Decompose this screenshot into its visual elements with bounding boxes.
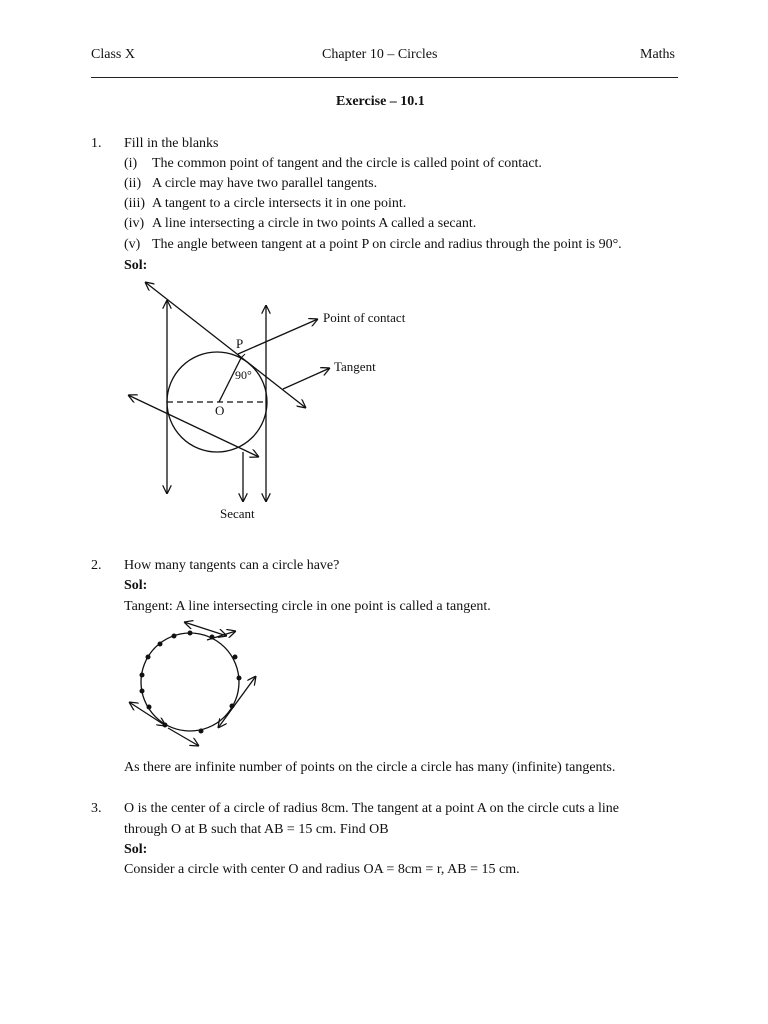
tangent-line — [218, 676, 256, 728]
q3-sol-label: Sol: — [124, 842, 148, 857]
tangent-point — [163, 723, 168, 728]
label-o: O — [215, 403, 225, 418]
header-class: Class X — [91, 47, 135, 62]
q2-number: 2. — [91, 558, 102, 573]
q1-number: 1. — [91, 136, 102, 151]
tangent-point — [199, 729, 204, 734]
tangent-point — [233, 655, 238, 660]
q3-prompt-line1: O is the center of a circle of radius 8cm. The tangent at a point A on the circle cuts a line — [124, 801, 620, 816]
tangent-point — [140, 689, 145, 694]
tangent-point — [158, 642, 163, 647]
q2-prompt: How many tangents can a circle have? — [124, 558, 340, 573]
tangent-point — [172, 634, 177, 639]
tangent-point — [146, 655, 151, 660]
q1-item-marker: (iii) — [124, 196, 145, 211]
label-p: P — [236, 336, 244, 351]
tangent-point — [210, 635, 215, 640]
q1-item-marker: (ii) — [124, 176, 142, 191]
q2-definition: Tangent: A line intersecting circle in one point is called a tangent. — [124, 599, 491, 614]
q3-answer-line1: Consider a circle with center O and radius OA = 8cm = r, AB = 15 cm. — [124, 862, 520, 877]
label-tangent: Tangent — [334, 359, 376, 374]
tangent-point — [230, 704, 235, 709]
q1-item-marker: (iv) — [124, 216, 145, 231]
label-angle: 90° — [235, 368, 252, 382]
q1-item-marker: (v) — [124, 237, 141, 252]
q3-number: 3. — [91, 801, 102, 816]
q1-item-text: A circle may have two parallel tangents. — [152, 176, 378, 191]
q1-item-text: The common point of tangent and the circle is called point of contact. — [152, 156, 542, 171]
tangent-point — [147, 705, 152, 710]
q1-item-text: A tangent to a circle intersects it in one point. — [152, 196, 407, 211]
q1-prompt: Fill in the blanks — [124, 136, 219, 151]
tangent-point — [188, 631, 193, 636]
exercise-title: Exercise – 10.1 — [336, 94, 425, 109]
q1-item-marker: (i) — [124, 156, 138, 171]
q1-item-text: A line intersecting a circle in two points A called a secant. — [152, 216, 477, 231]
q1-sol-label: Sol: — [124, 258, 148, 273]
label-secant: Secant — [220, 506, 255, 521]
tangent-point — [237, 676, 242, 681]
circle-shape — [141, 633, 239, 731]
q2-conclusion: As there are infinite number of points on the circle a circle has many (infinite) tangents. — [124, 760, 616, 775]
label-point-of-contact: Point of contact — [323, 310, 406, 325]
tangent-point — [140, 673, 145, 678]
header-subject: Maths — [640, 47, 675, 62]
q1-item-text: The angle between tangent at a point P on circle and radius through the point is 90°. — [152, 237, 622, 252]
q3-prompt-line2: through O at B such that AB = 15 cm. Find OB — [124, 822, 389, 837]
q2-sol-label: Sol: — [124, 578, 148, 593]
header-chapter: Chapter 10 – Circles — [322, 47, 438, 62]
